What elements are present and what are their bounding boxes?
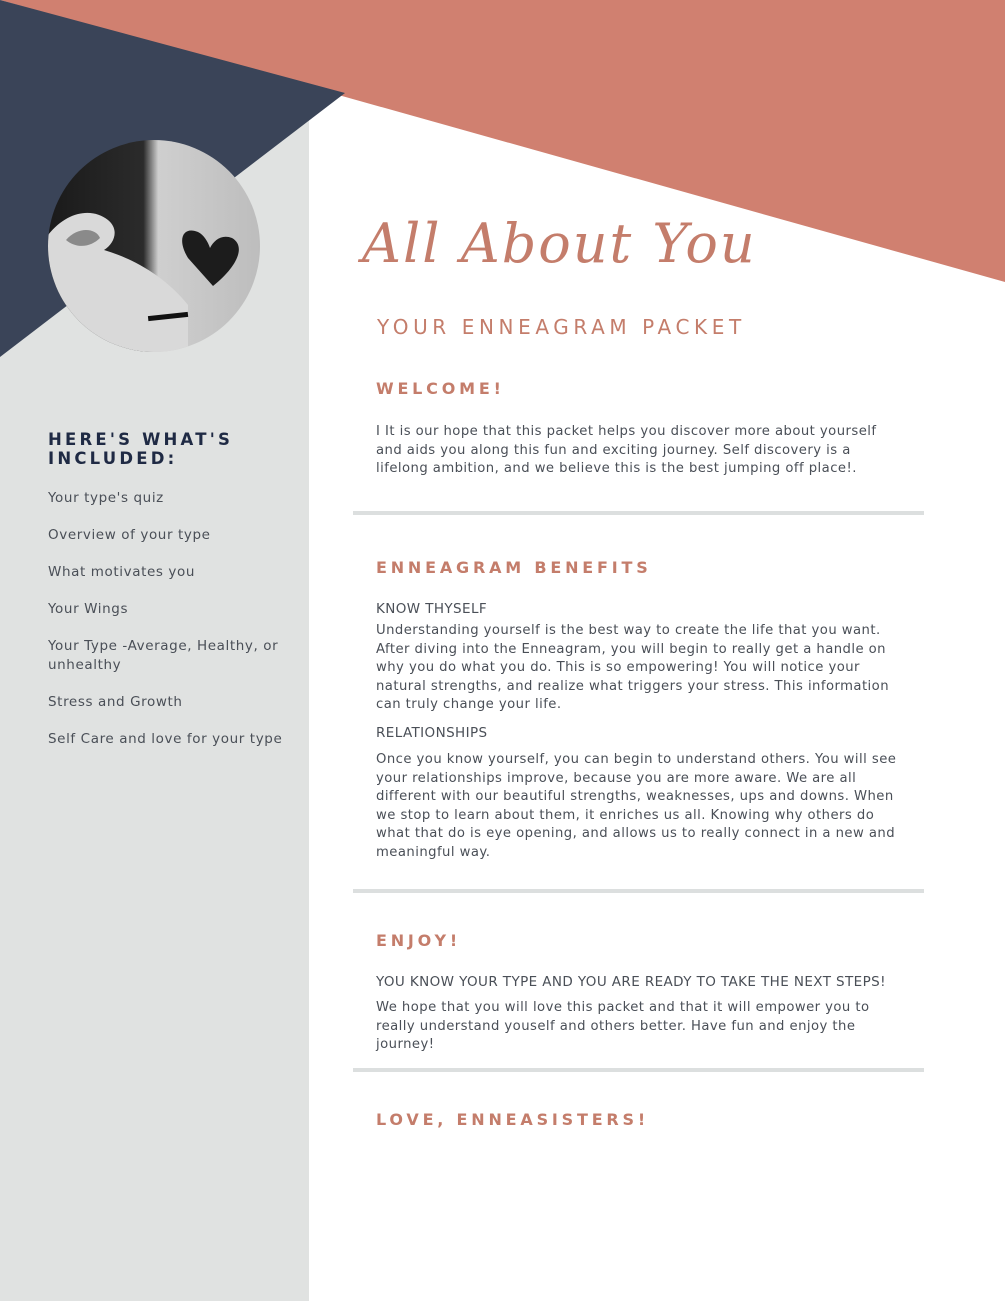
included-item-wings: Your Wings xyxy=(48,601,129,617)
included-item-quiz: Your type's quiz xyxy=(48,490,164,506)
benefits-subheading-know-thyself: KNOW THYSELF xyxy=(376,601,488,617)
included-item-overview: Overview of your type xyxy=(48,527,211,543)
divider xyxy=(353,511,924,515)
enjoy-heading: ENJOY! xyxy=(376,931,461,950)
included-item-motivates: What motivates you xyxy=(48,564,196,580)
included-title: HERE'S WHAT'S INCLUDED: xyxy=(48,430,234,468)
benefits-text-know-thyself: Understanding yourself is the best way to create the life that you want. After diving into the Enneagram, you will begin to really get a handle on why you do what you do. This is so empowering! You will notice your natural strengths, and realize what triggers your stress. This information can truly change your life. xyxy=(376,623,890,712)
included-list xyxy=(48,489,288,767)
enjoy-text: We hope that you will love this packet and that it will empower you to really understand youself and others better. Have fun and enjoy the journey! xyxy=(376,1000,870,1052)
hands-heart-photo xyxy=(48,140,260,352)
benefits-text-relationships: Once you know yourself, you can begin to understand others. You will see your relationships improve, because you are more aware. We are all different with our beautiful strengths, weaknesses, ups and downs. When we stop to learn about them, it enriches us all. Knowing why others do what that do is eye opening, and allows us to really connect in a new and meaningful way. xyxy=(376,752,897,860)
included-item-levels: Your Type -Average, Healthy, or unhealthy xyxy=(48,638,279,673)
enjoy-subheading: YOU KNOW YOUR TYPE AND YOU ARE READY TO TAKE THE NEXT STEPS! xyxy=(376,974,886,990)
welcome-text: I It is our hope that this packet helps you discover more about yourself and aids you along this fun and exciting journey. Self discovery is a lifelong ambition, and we believe this is the best jumping off place!. xyxy=(376,424,877,476)
included-item-stress-growth: Stress and Growth xyxy=(48,693,183,710)
benefits-heading: ENNEAGRAM BENEFITS xyxy=(376,558,652,577)
divider xyxy=(353,1068,924,1072)
divider xyxy=(353,889,924,893)
closing-heading: LOVE, ENNEASISTERS! xyxy=(376,1110,649,1129)
included-item-self-care: Self Care and love for your type xyxy=(48,730,283,747)
page-title: All About You xyxy=(362,212,757,275)
welcome-heading: WELCOME! xyxy=(376,379,505,398)
benefits-subheading-relationships: RELATIONSHIPS xyxy=(376,725,488,741)
page-subtitle: YOUR ENNEAGRAM PACKET xyxy=(377,315,746,339)
